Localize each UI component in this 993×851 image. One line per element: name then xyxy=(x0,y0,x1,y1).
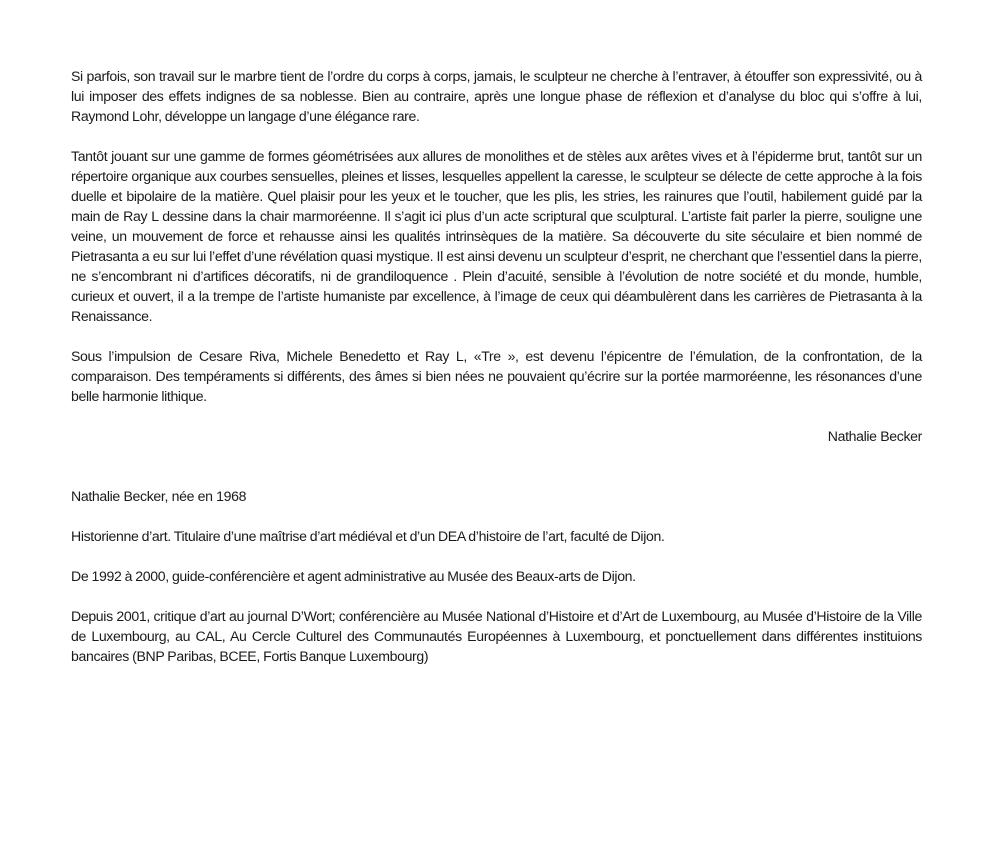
bio-education: Historienne d’art. Titulaire d’une maîtrise d’art médiéval et d’un DEA d’histoire de l’art, faculté de Dijon. xyxy=(71,528,665,544)
author-signature: Nathalie Becker xyxy=(827,428,922,444)
essay-paragraph-2: Tantôt jouant sur une gamme de formes géométrisées aux allures de monolithes et de stèles aux arêtes vives et à l’épiderme brut, tantôt sur un répertoire organique aux courbes sensuelles, pleines et lisses, lesquelles appellent la caresse, le sculpteur se délecte de cette approche à la fois duelle et bipolaire de la matière. Quel plaisir pour les yeux et le toucher, que les plis, les stries, les rainures que l’outil, habilement guidé par la main de Ray L dessine dans la chair marmoréenne. Il s’agit ici plus d’un acte scriptural que sculptural. L’artiste fait parler la pierre, souligne une veine, un mouvement de force et rehausse ainsi les qualités intrinsèques de la matière. Sa découverte du site séculaire et bien nommé de Pietrasanta a eu sur lui l’effet d’une révélation quasi mystique. Il est ainsi devenu un sculpteur d’esprit, ne cherchant que l’essentiel dans la pierre, ne s’encombrant ni d’artifices décoratifs, ni de grandiloquence . Plein d’acuité, sensible à l’évolution de notre société et du monde, humble, curieux et ouvert, il a la trempe de l’artiste humaniste par excellence, à l’image de ceux qui déambulèrent dans les carrières de Pietrasanta à la Renaissance. xyxy=(71,148,922,324)
bio-career-dijon: De 1992 à 2000, guide-conférencière et agent administrative au Musée des Beaux-arts de Dijon. xyxy=(71,568,636,584)
essay-paragraph-3: Sous l’impulsion de Cesare Riva, Michele Benedetto et Ray L, «Tre », est devenu l’épicentre de l’émulation, de la confrontation, de la comparaison. Des tempéraments si différents, des âmes si bien nées ne pouvaient qu’écrire sur la portée marmoréenne, les résonances d’une belle harmonie lithique. xyxy=(71,348,922,404)
document-page xyxy=(71,66,922,666)
essay-paragraph-1: Si parfois, son travail sur le marbre tient de l’ordre du corps à corps, jamais, le sculpteur ne cherche à l’entraver, à étouffer son expressivité, ou à lui imposer des effets indignes de sa noblesse. Bien au contraire, après une longue phase de réflexion et d’analyse du bloc qui s’offre à lui, Raymond Lohr, développe un langage d’une élégance rare. xyxy=(71,68,922,124)
bio-heading: Nathalie Becker, née en 1968 xyxy=(71,488,247,504)
bio-career-luxembourg: Depuis 2001, critique d’art au journal D’Wort; conférencière au Musée National d’Histoire et d’Art de Luxembourg, au Musée d’Histoire de la Ville de Luxembourg, au CAL, Au Cercle Culturel des Communautés Européennes à Luxembourg, et ponctuellement dans différentes instituions bancaires (BNP Paribas, BCEE, Fortis Banque Luxembourg) xyxy=(71,608,922,664)
